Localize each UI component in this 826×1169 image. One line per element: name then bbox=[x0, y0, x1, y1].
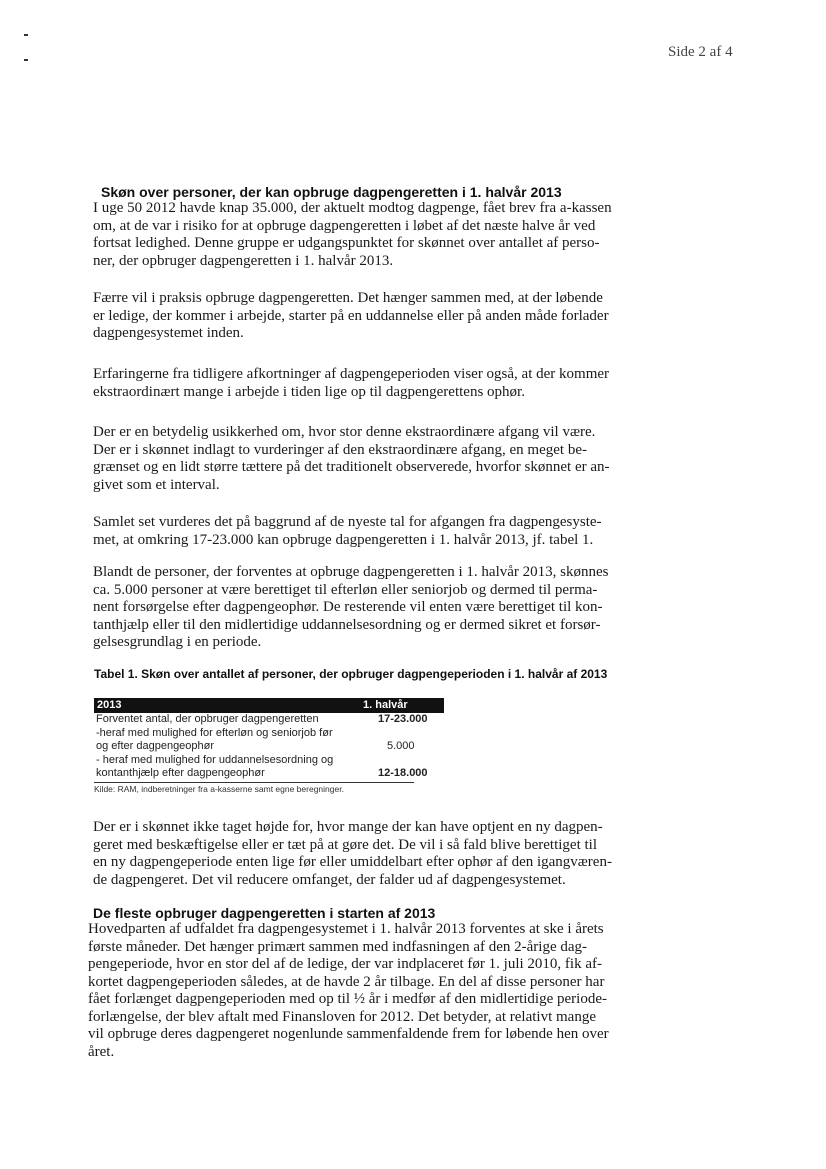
table-cell: 5.000 bbox=[387, 740, 415, 752]
text-line: en ny dagpengeperiode enten lige før eller umiddelbart efter ophør af den igangværen- bbox=[93, 854, 612, 870]
section-heading: Skøn over personer, der kan opbruge dagpengeretten i 1. halvår 2013 bbox=[101, 184, 562, 200]
text-line: tanthjælp eller til den midlertidige uddannelsesordning og er dermed sikret et forsør- bbox=[93, 616, 601, 633]
text-line: fortsat ledighed. Denne gruppe er udgangspunktet for skønnet over antallet af perso- bbox=[93, 235, 600, 251]
table-row bbox=[94, 767, 444, 781]
text-line: Samlet set vurderes det på baggrund af de nyeste tal for afgangen fra dagpengesyste- bbox=[93, 514, 602, 530]
paragraph bbox=[93, 564, 638, 652]
table-row bbox=[94, 713, 444, 727]
table-source: Kilde: RAM, indberetninger fra a-kasserne samt egne beregninger. bbox=[94, 783, 344, 794]
paragraph bbox=[93, 366, 638, 401]
text-line: grænset og en lidt større tættere på det traditionelt observerede, hvorfor skønnet er an- bbox=[93, 459, 610, 475]
table-cell: -heraf med mulighed for efterløn og seniorjob før bbox=[96, 726, 333, 739]
paragraph bbox=[88, 921, 633, 1061]
text-line: om, at de var i risiko for at opbruge dagpengeretten i løbet af det næste halve år ved bbox=[93, 217, 596, 234]
table-row bbox=[94, 727, 444, 741]
text-line: Erfaringerne fra tidligere afkortninger af dagpengeperioden viser også, at der kommer bbox=[93, 366, 610, 382]
text-line: givet som et interval. bbox=[93, 476, 220, 493]
paragraph bbox=[93, 514, 638, 549]
text-line: fået forlænget dagpengeperioden med op til ½ år i medfør af den midlertidige periode- bbox=[88, 991, 607, 1007]
text-line: Blandt de personer, der forventes at opbruge dagpengeretten i 1. halvår 2013, skønnes bbox=[93, 564, 609, 580]
table-cell: - heraf med mulighed for uddannelsesordning og bbox=[96, 753, 334, 766]
text-line: nent forsørgelse efter dagpengeophør. De resterende vil enten være berettiget til kon- bbox=[93, 599, 603, 615]
paragraph bbox=[93, 200, 638, 270]
paragraph bbox=[93, 424, 638, 494]
text-line: pengeperiode, hvor en stor del af de ledige, der var indplaceret før 1. juli 2010, fik af- bbox=[88, 956, 602, 972]
table-cell: 12-18.000 bbox=[378, 767, 428, 779]
text-line: året. bbox=[88, 1043, 115, 1060]
table-header-cell: 1. halvår bbox=[363, 699, 408, 711]
table-cell: 17-23.000 bbox=[378, 713, 428, 725]
text-line: forlængelse, der blev aftalt med Finansloven for 2012. Det betyder, at relativt mange bbox=[88, 1008, 596, 1025]
scan-mark bbox=[24, 59, 28, 61]
table-rule bbox=[94, 782, 414, 783]
text-line: Hovedparten af udfaldet fra dagpengesystemet i 1. halvår 2013 forventes at ske i årets bbox=[88, 921, 604, 937]
paragraph bbox=[93, 819, 638, 889]
text-line: Der er i skønnet ikke taget højde for, hvor mange der kan have optjent en ny dagpen- bbox=[93, 819, 603, 835]
table-header-cell: 2013 bbox=[97, 699, 122, 711]
table-header bbox=[94, 698, 444, 713]
table-cell: kontanthjælp efter dagpengeophør bbox=[96, 767, 265, 779]
text-line: ner, der opbruger dagpengeretten i 1. halvår 2013. bbox=[93, 252, 394, 269]
text-line: er ledige, der kommer i arbejde, starter på en uddannelse eller på anden måde forlader bbox=[93, 307, 609, 324]
table-row bbox=[94, 740, 444, 754]
paragraph bbox=[93, 290, 638, 343]
text-line: ca. 5.000 personer at være berettiget til efterløn eller seniorjob og dermed til perma- bbox=[93, 581, 598, 598]
table-cell: og efter dagpengeophør bbox=[96, 740, 215, 752]
table-title: Tabel 1. Skøn over antallet af personer, der opbruger dagpengeperioden i 1. halvår af 2013 bbox=[94, 667, 608, 681]
text-line: vil opbruge deres dagpengeret nogenlunde sammenfaldende frem for løbende hen over bbox=[88, 1026, 609, 1042]
text-line: de dagpengeret. Det vil reducere omfanget, der falder ud af dagpengesystemet. bbox=[93, 871, 566, 888]
table-row bbox=[94, 754, 444, 768]
text-line: met, at omkring 17-23.000 kan opbruge dagpengeretten i 1. halvår 2013, jf. tabel 1. bbox=[93, 531, 594, 548]
table-cell: Forventet antal, der opbruger dagpengeretten bbox=[96, 713, 319, 725]
page-number: Side 2 af 4 bbox=[668, 44, 733, 60]
text-line: geret med beskæftigelse eller er tæt på at gøre det. De vil i så fald blive berettiget til bbox=[93, 836, 597, 853]
text-line: I uge 50 2012 havde knap 35.000, der aktuelt modtog dagpenge, fået brev fra a-kassen bbox=[93, 200, 612, 216]
text-line: ekstraordinært mange i arbejde i tiden lige op til dagpengerettens ophør. bbox=[93, 383, 525, 400]
text-line: kortet dagpengeperioden således, at de havde 2 år tilbage. En del af disse personer har bbox=[88, 973, 605, 990]
scan-mark bbox=[24, 34, 28, 36]
text-line: Der er i skønnet indlagt to vurderinger af den ekstraordinære afgang, en meget be- bbox=[93, 441, 587, 458]
text-line: første måneder. Det hænger primært sammen med indfasningen af den 2-årige dag- bbox=[88, 938, 588, 955]
text-line: gelsesgrundlag i en periode. bbox=[93, 634, 262, 650]
text-line: Der er en betydelig usikkerhed om, hvor stor denne ekstraordinære afgang vil være. bbox=[93, 424, 596, 440]
section-heading: De fleste opbruger dagpengeretten i starten af 2013 bbox=[93, 905, 436, 921]
data-table bbox=[94, 698, 444, 794]
text-line: dagpengesystemet inden. bbox=[93, 325, 244, 341]
text-line: Færre vil i praksis opbruge dagpengeretten. Det hænger sammen med, at der løbende bbox=[93, 290, 603, 306]
